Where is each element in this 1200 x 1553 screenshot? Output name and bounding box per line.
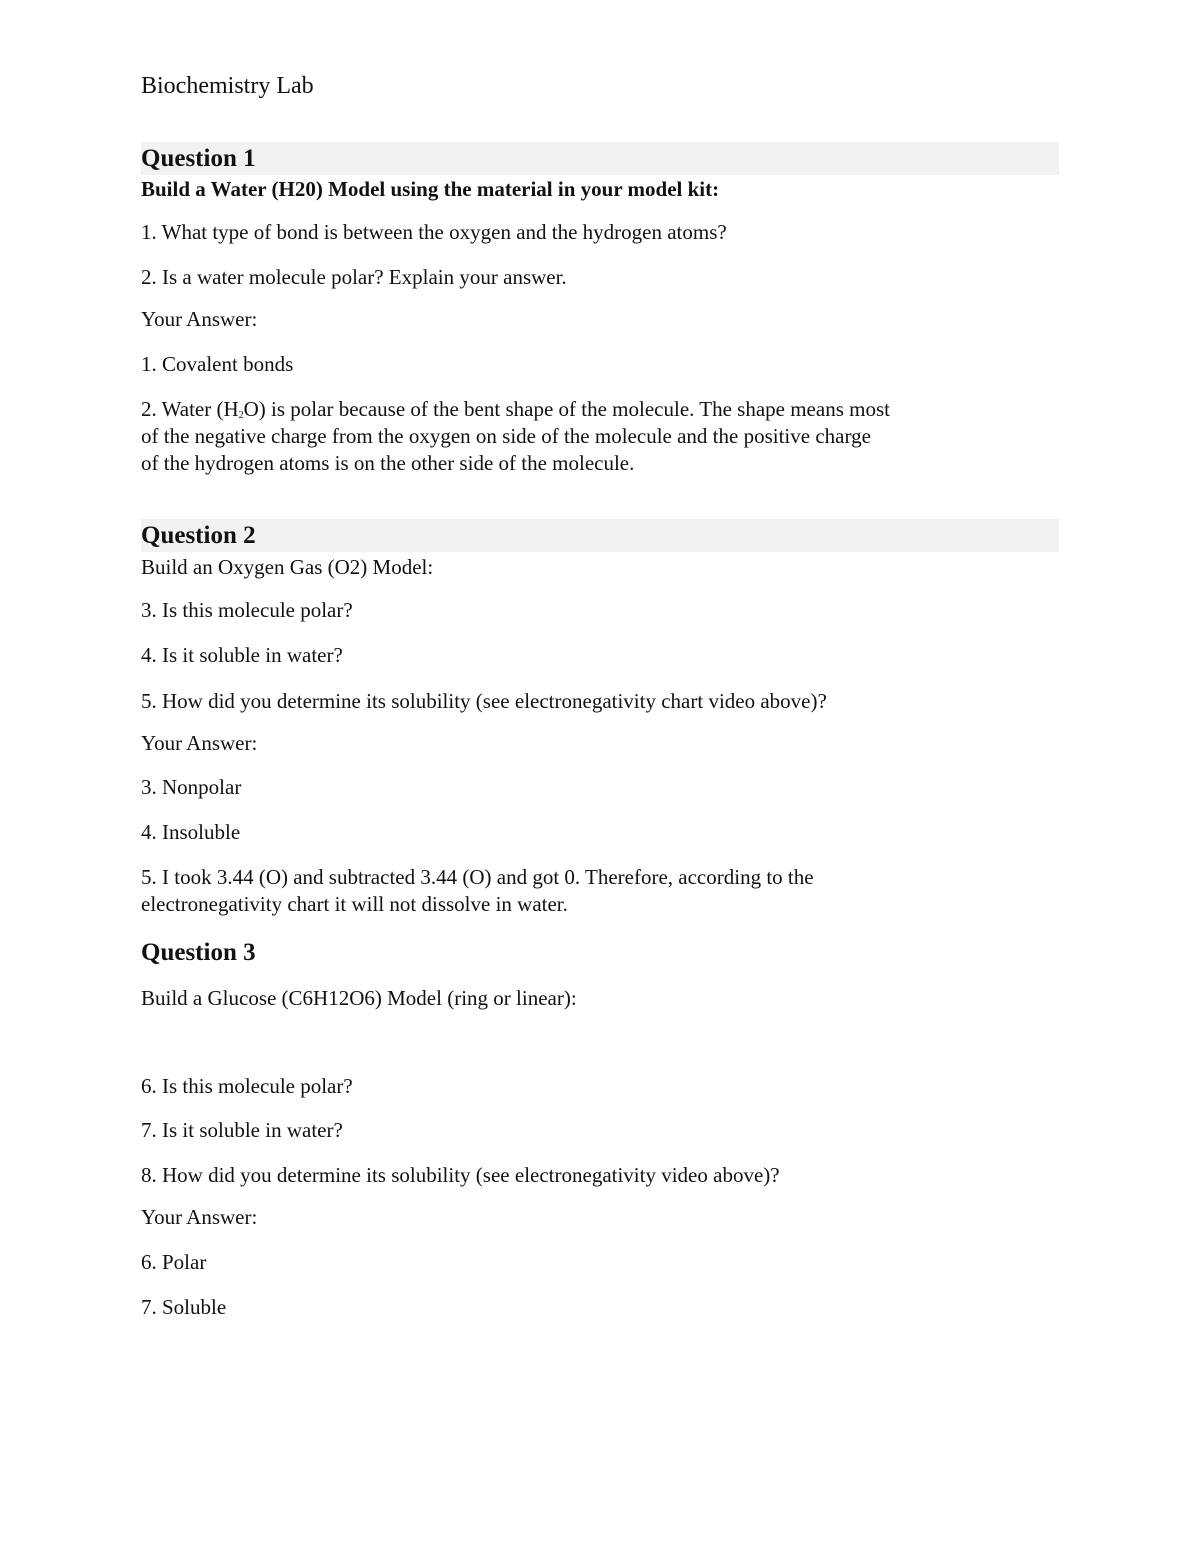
question-3-heading: Question 3: [141, 939, 256, 966]
question-2-item-4: 4. Is it soluble in water?: [141, 643, 343, 667]
question-1-answer-label: Your Answer:: [141, 307, 258, 331]
subscript-2: 2: [238, 410, 244, 421]
question-1-heading-band: [141, 142, 1059, 175]
question-1-item-2: 2. Is a water molecule polar? Explain your answer.: [141, 265, 567, 289]
question-2-heading-band: [141, 519, 1059, 552]
question-2-answer-4: 4. Insoluble: [141, 820, 241, 844]
question-3-instruction: Build a Glucose (C6H12O6) Model (ring or linear):: [141, 986, 577, 1010]
question-2-answer-3: 3. Nonpolar: [141, 775, 242, 799]
question-3-item-7: 7. Is it soluble in water?: [141, 1118, 343, 1142]
question-3-answer-6: 6. Polar: [141, 1250, 207, 1274]
question-3-item-6: 6. Is this molecule polar?: [141, 1074, 353, 1098]
question-1-answer-2-line-3: of the hydrogen atoms is on the other side of the molecule.: [141, 451, 635, 475]
question-3-answer-7: 7. Soluble: [141, 1295, 227, 1319]
answer-2-prefix: 2. Water (H: [141, 397, 239, 421]
question-1-heading: Question 1: [141, 145, 256, 172]
question-2-answer-5-line-2: electronegativity chart it will not dissolve in water.: [141, 892, 568, 916]
document-title: Biochemistry Lab: [141, 73, 314, 99]
question-1-answer-2-line-2: of the negative charge from the oxygen on side of the molecule and the positive charge: [141, 424, 871, 448]
question-1-answer-2-line-1: [141, 396, 890, 423]
question-1-item-1: 1. What type of bond is between the oxygen and the hydrogen atoms?: [141, 220, 727, 244]
question-2-item-3: 3. Is this molecule polar?: [141, 598, 353, 622]
question-3-item-8: 8. How did you determine its solubility (see electronegativity video above)?: [141, 1163, 780, 1187]
question-2-item-5: 5. How did you determine its solubility (see electronegativity chart video above)?: [141, 689, 827, 713]
question-2-instruction: Build an Oxygen Gas (O2) Model:: [141, 555, 434, 579]
question-2-answer-label: Your Answer:: [141, 731, 258, 755]
question-2-heading: Question 2: [141, 522, 256, 549]
question-2-answer-5-line-1: 5. I took 3.44 (O) and subtracted 3.44 (O) and got 0. Therefore, according to the: [141, 865, 814, 889]
question-1-answer-1: 1. Covalent bonds: [141, 352, 294, 376]
answer-2-rest: O) is polar because of the bent shape of the molecule. The shape means most: [243, 397, 890, 421]
question-1-instruction: Build a Water (H20) Model using the material in your model kit:: [141, 177, 720, 201]
question-3-answer-label: Your Answer:: [141, 1205, 258, 1229]
